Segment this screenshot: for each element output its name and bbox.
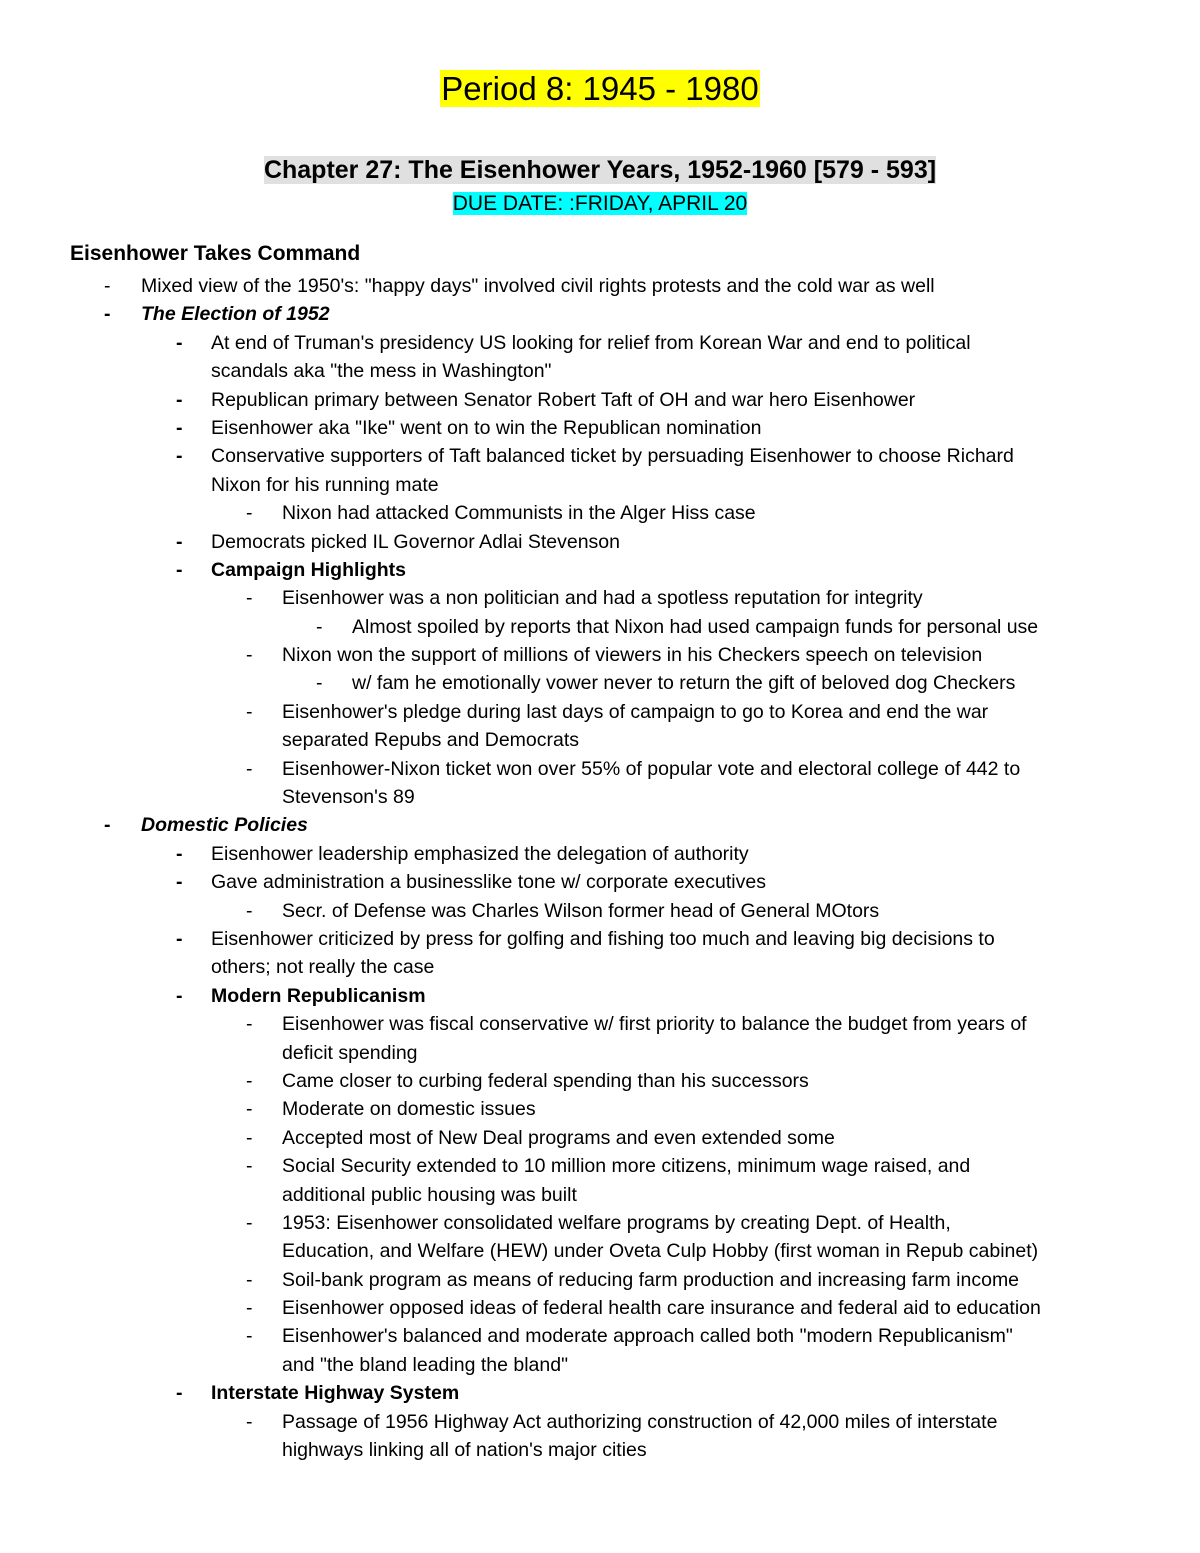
section-heading: Eisenhower Takes Command [70, 242, 361, 265]
outline-item-text: Modern Republicanism [211, 984, 426, 1007]
bullet-dash: - [316, 615, 323, 638]
bullet-dash: - [176, 842, 183, 865]
outline-item-text: At end of Truman's presidency US looking for relief from Korean War and end to political [211, 331, 971, 354]
outline-item [0, 584, 1200, 612]
outline-item [0, 499, 1200, 527]
outline-item [0, 811, 1200, 839]
outline-item-text: Gave administration a businesslike tone w/ corporate executives [211, 871, 766, 894]
outline-item-text: additional public housing was built [282, 1183, 577, 1206]
bullet-dash: - [246, 1155, 253, 1178]
outline-item-text: w/ fam he emotionally vower never to return the gift of beloved dog Checkers [352, 672, 1016, 695]
period-title-text: Period 8: 1945 - 1980 [441, 70, 759, 107]
outline-item [0, 1181, 1200, 1209]
bullet-dash: - [104, 275, 111, 297]
outline-item-text: Eisenhower opposed ideas of federal health care insurance and federal aid to education [282, 1297, 1041, 1320]
outline-item [0, 783, 1200, 811]
outline-item [0, 755, 1200, 783]
outline-item [0, 1237, 1200, 1265]
outline-item-text: Eisenhower was fiscal conservative w/ first priority to balance the budget from years of [282, 1013, 1027, 1036]
outline-item [0, 641, 1200, 669]
outline-item-text: Democrats picked IL Governor Adlai Stevenson [211, 530, 620, 553]
outline-item [0, 1266, 1200, 1294]
outline-item-text: 1953: Eisenhower consolidated welfare programs by creating Dept. of Health, [282, 1211, 951, 1234]
bullet-dash: - [316, 672, 323, 695]
outline-item [0, 1095, 1200, 1123]
bullet-dash: - [246, 1126, 253, 1149]
bullet-dash: - [246, 1325, 253, 1348]
bullet-dash: - [176, 445, 183, 468]
outline-item-text: Conservative supporters of Taft balanced ticket by persuading Eisenhower to choose Richard [211, 445, 1014, 468]
outline-item [0, 1152, 1200, 1180]
outline-item-text: Secr. of Defense was Charles Wilson former head of General MOtors [282, 899, 880, 922]
outline-item-text: deficit spending [282, 1041, 418, 1064]
bullet-dash: - [176, 388, 183, 411]
bullet-dash: - [246, 1410, 253, 1433]
bullet-dash: - [246, 1297, 253, 1320]
bullet-dash: - [246, 899, 253, 922]
bullet-dash: - [246, 502, 253, 525]
outline-item-text: Moderate on domestic issues [282, 1098, 536, 1121]
outline-item [0, 1408, 1200, 1436]
outline-item-text: and "the bland leading the bland" [282, 1353, 568, 1376]
outline-item [0, 442, 1200, 470]
outline-item [0, 897, 1200, 925]
outline-item [0, 1067, 1200, 1095]
outline-item-text: Almost spoiled by reports that Nixon had used campaign funds for personal use [352, 615, 1039, 638]
outline-item [0, 953, 1200, 981]
outline-item [0, 1209, 1200, 1237]
bullet-dash: - [176, 927, 183, 950]
outline-item [0, 1436, 1200, 1464]
outline-item [0, 868, 1200, 896]
outline-item-text: Eisenhower criticized by press for golfing and fishing too much and leaving big decisions to [211, 927, 995, 950]
bullet-dash: - [176, 558, 183, 581]
outline-item-text: scandals aka "the mess in Washington" [211, 360, 552, 383]
outline-item-text: Came closer to curbing federal spending than his successors [282, 1069, 809, 1092]
chapter-title [0, 154, 1200, 187]
bullet-dash: - [176, 984, 183, 1007]
outline-item [0, 726, 1200, 754]
bullet-dash: - [104, 814, 111, 837]
outline-item [0, 357, 1200, 385]
outline-item [0, 1351, 1200, 1379]
bullet-dash: - [104, 303, 111, 326]
outline-item [0, 840, 1200, 868]
bullet-dash: - [176, 871, 183, 894]
outline-item-text: Eisenhower-Nixon ticket won over 55% of popular vote and electoral college of 442 to [282, 757, 1021, 780]
outline-item-text: Campaign Highlights [211, 558, 406, 581]
outline-item [0, 556, 1200, 584]
bullet-dash: - [246, 757, 253, 780]
outline-item [0, 272, 1200, 300]
outline-item [0, 1124, 1200, 1152]
outline-item-text: Republican primary between Senator Robert Taft of OH and war hero Eisenhower [211, 388, 916, 411]
outline-item [0, 386, 1200, 414]
outline-item [0, 1379, 1200, 1407]
outline-item-text: Passage of 1956 Highway Act authorizing construction of 42,000 miles of interstate [282, 1410, 998, 1433]
outline-item-text: Nixon had attacked Communists in the Alger Hiss case [282, 502, 756, 525]
outline-item-text: Stevenson's 89 [282, 786, 415, 809]
bullet-dash: - [176, 1382, 183, 1405]
bullet-dash: - [176, 416, 183, 439]
outline-item-text: Eisenhower was a non politician and had a spotless reputation for integrity [282, 587, 923, 610]
outline-item [0, 471, 1200, 499]
bullet-dash: - [246, 700, 253, 723]
outline-item [0, 982, 1200, 1010]
outline-item-text: Accepted most of New Deal programs and even extended some [282, 1126, 835, 1149]
due-date-text: DUE DATE: :FRIDAY, APRIL 20 [452, 192, 748, 215]
outline-item [0, 1322, 1200, 1350]
outline-item [0, 1294, 1200, 1322]
outline-item-text: Eisenhower leadership emphasized the delegation of authority [211, 842, 749, 865]
outline-item [0, 1010, 1200, 1038]
outline-item-text: Education, and Welfare (HEW) under Oveta Culp Hobby (first woman in Repub cabinet) [282, 1240, 1039, 1263]
outline-item-text: Soil-bank program as means of reducing farm production and increasing farm income [282, 1268, 1020, 1291]
due-date [0, 191, 1200, 217]
outline-item-text: The Election of 1952 [141, 303, 330, 326]
outline-list [0, 272, 1200, 1464]
bullet-dash: - [246, 1013, 253, 1036]
outline-item-text: Interstate Highway System [211, 1382, 460, 1405]
bullet-dash: - [246, 644, 253, 667]
bullet-dash: - [246, 1268, 253, 1291]
outline-item-text: Eisenhower's pledge during last days of campaign to go to Korea and end the war [282, 700, 989, 723]
outline-item [0, 528, 1200, 556]
outline-item-text: Social Security extended to 10 million more citizens, minimum wage raised, and [282, 1155, 971, 1178]
bullet-dash: - [246, 1211, 253, 1234]
outline-item-text: Nixon won the support of millions of viewers in his Checkers speech on television [282, 644, 983, 667]
outline-item [0, 669, 1200, 697]
outline-item-text: Mixed view of the 1950's: "happy days" involved civil rights protests and the cold war as well [141, 275, 935, 297]
outline-item-text: Domestic Policies [141, 814, 308, 837]
bullet-dash: - [246, 1069, 253, 1092]
outline-item [0, 1039, 1200, 1067]
outline-item [0, 925, 1200, 953]
bullet-dash: - [246, 1098, 253, 1121]
bullet-dash: - [176, 331, 183, 354]
outline-item [0, 698, 1200, 726]
outline-item [0, 329, 1200, 357]
outline-item-text: Eisenhower aka "Ike" went on to win the Republican nomination [211, 416, 762, 439]
outline-item-text: separated Repubs and Democrats [282, 729, 580, 752]
bullet-dash: - [246, 587, 253, 610]
outline-item [0, 300, 1200, 328]
bullet-dash: - [176, 530, 183, 553]
outline-item [0, 613, 1200, 641]
outline-item-text: others; not really the case [211, 956, 435, 979]
outline-item-text: highways linking all of nation's major cities [282, 1439, 647, 1462]
outline-item-text: Eisenhower's balanced and moderate approach called both "modern Republicanism" [282, 1325, 1013, 1348]
chapter-title-text: Chapter 27: The Eisenhower Years, 1952-1960 [579 - 593] [263, 156, 937, 184]
outline-item-text: Nixon for his running mate [211, 473, 439, 496]
page-title [0, 68, 1200, 110]
outline-item [0, 414, 1200, 442]
